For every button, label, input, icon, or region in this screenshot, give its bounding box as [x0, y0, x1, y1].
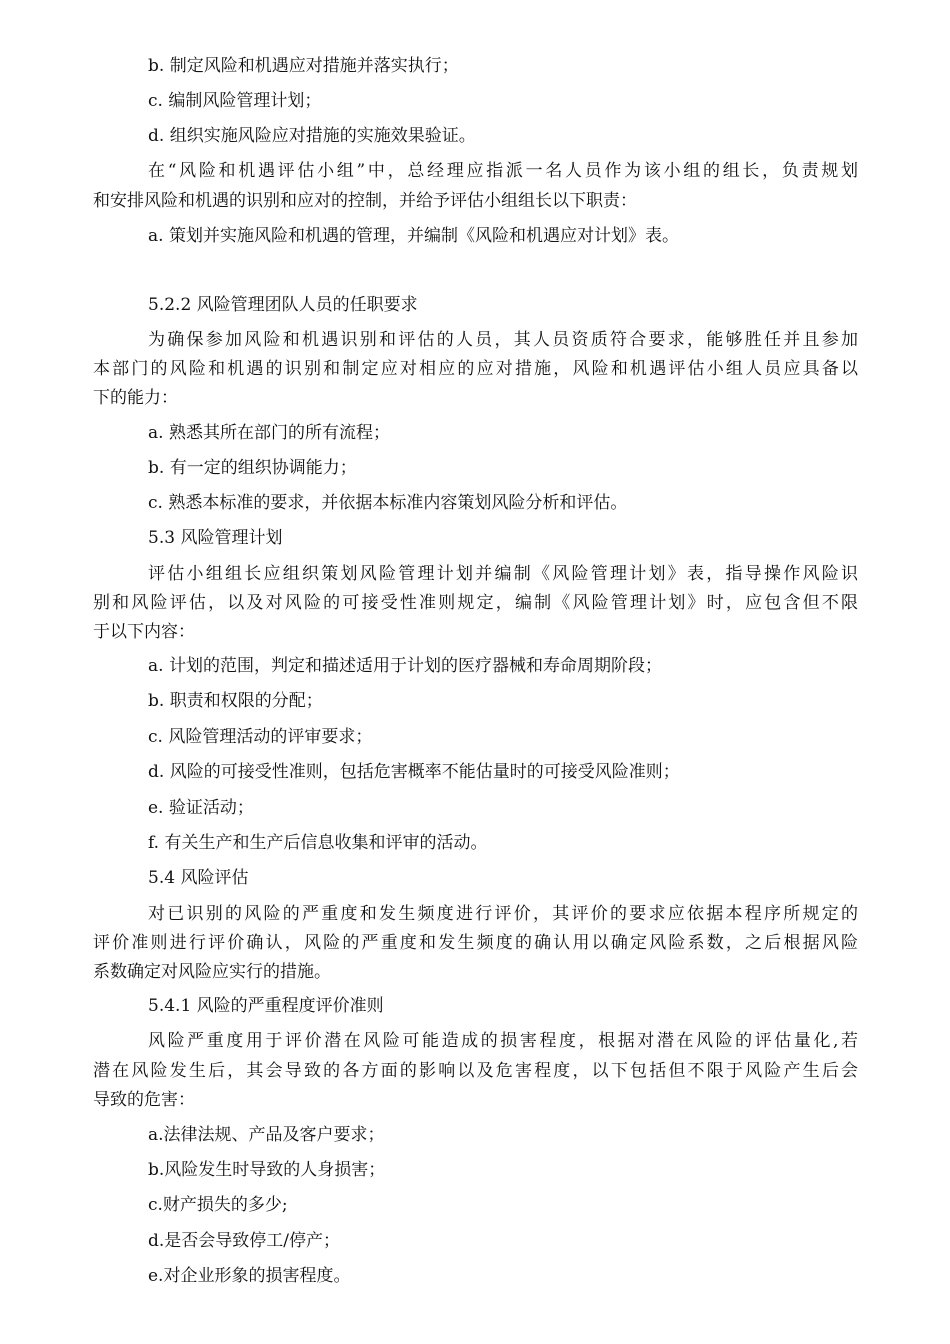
- paragraph-line: 下的能力：: [93, 388, 178, 408]
- list-item: d. 风险的可接受性准则，包括危害概率不能估量时的可接受风险准则；: [148, 762, 680, 782]
- list-item: a. 计划的范围，判定和描述适用于计划的医疗器械和寿命周期阶段；: [148, 656, 662, 676]
- list-item: a. 策划并实施风险和机遇的管理，并编制《风险和机遇应对计划》表。: [148, 226, 679, 246]
- paragraph-line: 对已识别的风险的严重度和发生频度进行评价，其评价的要求应依据本程序所规定的: [148, 904, 858, 924]
- section-heading: 5.4 风险评估: [148, 868, 249, 888]
- list-item: b. 有一定的组织协调能力；: [148, 458, 357, 478]
- paragraph-line: 导致的危害：: [93, 1090, 195, 1110]
- list-item: e.对企业形象的损害程度。: [148, 1266, 351, 1286]
- paragraph-line: 在“风险和机遇评估小组”中，总经理应指派一名人员作为该小组的组长，负责规划: [148, 161, 858, 181]
- paragraph-line: 别和风险评估，以及对风险的可接受性准则规定，编制《风险管理计划》时，应包含但不限: [93, 593, 858, 613]
- paragraph-line: 评价准则进行评价确认，风险的严重度和发生频度的确认用以确定风险系数，之后根据风险: [93, 933, 858, 953]
- list-item: b. 职责和权限的分配；: [148, 691, 323, 711]
- list-item: a. 熟悉其所在部门的所有流程；: [148, 423, 390, 443]
- list-item: b.风险发生时导致的人身损害；: [148, 1160, 386, 1180]
- paragraph-line: 系数确定对风险应实行的措施。: [93, 962, 331, 982]
- list-item: b. 制定风险和机遇应对措施并落实执行；: [148, 56, 459, 76]
- list-item: e. 验证活动；: [148, 798, 254, 818]
- list-item: c. 熟悉本标准的要求，并依据本标准内容策划风险分析和评估。: [148, 493, 628, 513]
- list-item: a.法律法规、产品及客户要求；: [148, 1125, 385, 1145]
- paragraph-line: 风险严重度用于评价潜在风险可能造成的损害程度，根据对潜在风险的评估量化,若: [148, 1031, 858, 1051]
- section-heading: 5.4.1 风险的严重程度评价准则: [148, 996, 384, 1016]
- paragraph-line: 和安排风险和机遇的识别和应对的控制，并给予评估小组组长以下职责：: [93, 191, 637, 211]
- paragraph-line: 本部门的风险和机遇的识别和制定应对相应的应对措施，风险和机遇评估小组人员应具备以: [93, 359, 858, 379]
- paragraph-line: 评估小组组长应组织策划风险管理计划并编制《风险管理计划》表，指导操作风险识: [148, 564, 858, 584]
- list-item: c. 编制风险管理计划；: [148, 91, 322, 111]
- list-item: c. 风险管理活动的评审要求；: [148, 727, 373, 747]
- section-heading: 5.3 风险管理计划: [148, 528, 283, 548]
- paragraph-line: 于以下内容：: [93, 622, 195, 642]
- paragraph-line: 为确保参加风险和机遇识别和评估的人员，其人员资质符合要求，能够胜任并且参加: [148, 330, 858, 350]
- section-heading: 5.2.2 风险管理团队人员的任职要求: [148, 295, 418, 315]
- list-item: d.是否会导致停工/停产；: [148, 1231, 341, 1251]
- list-item: d. 组织实施风险应对措施的实施效果验证。: [148, 126, 476, 146]
- list-item: f. 有关生产和生产后信息收集和评审的活动。: [148, 833, 488, 853]
- list-item: c.财产损失的多少;: [148, 1195, 288, 1215]
- paragraph-line: 潜在风险发生后，其会导致的各方面的影响以及危害程度，以下包括但不限于风险产生后会: [93, 1061, 858, 1081]
